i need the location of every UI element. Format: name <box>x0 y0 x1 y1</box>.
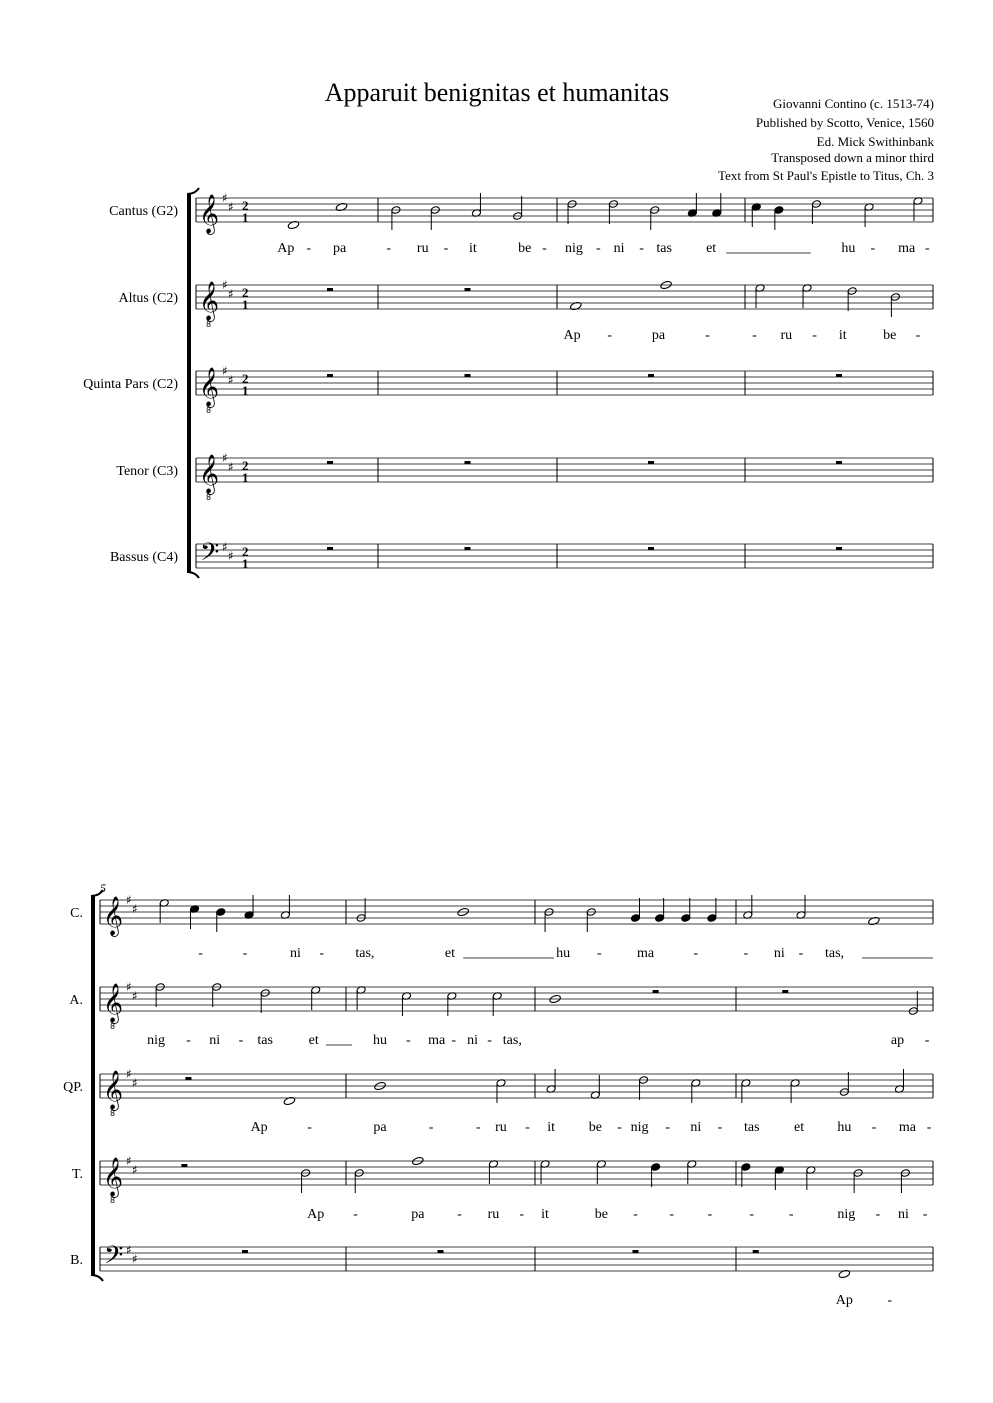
rest-icon <box>465 374 471 377</box>
lyric-syllable: - <box>186 1033 191 1048</box>
lyric-syllable: et <box>444 946 456 961</box>
part-name: B. <box>70 1253 83 1268</box>
lyric-syllable: nig <box>564 241 583 256</box>
octave-eight-icon: 8 <box>110 1196 116 1205</box>
lyric-syllable: - <box>875 1207 881 1222</box>
lyric-syllable: - <box>238 1033 244 1048</box>
lyric-syllable: ni <box>613 241 625 256</box>
rest-icon <box>327 374 333 377</box>
lyric-syllable: it <box>838 328 847 343</box>
lyric-syllable: - <box>607 328 612 343</box>
staff-1-4 <box>116 451 933 502</box>
time-signature-bottom: 1 <box>242 297 249 312</box>
lyric-syllable: tas, <box>824 946 845 961</box>
lyric-syllable: ni <box>690 1120 702 1135</box>
time-signature-bottom: 1 <box>242 470 249 485</box>
sharp-icon: ♯ <box>222 278 228 292</box>
rest-icon <box>185 1077 191 1080</box>
staff-2-5 <box>70 1241 933 1308</box>
time-signature-bottom: 1 <box>242 210 249 225</box>
sharp-icon: ♯ <box>228 200 234 214</box>
sharp-icon: ♯ <box>228 460 234 474</box>
time-signature-top: 2 <box>242 458 249 473</box>
lyric-syllable: - <box>870 241 876 256</box>
lyric-syllable: hu <box>841 241 856 256</box>
lyric-syllable: - <box>924 1033 930 1048</box>
lyric-syllable: be <box>588 1120 602 1135</box>
rest-icon <box>181 1164 187 1167</box>
lyric-syllable: et <box>308 1033 319 1048</box>
staff-2-4 <box>72 1154 933 1222</box>
time-signature-bottom: 1 <box>242 383 249 398</box>
part-name: A. <box>69 993 83 1008</box>
lyric-syllable: it <box>541 1207 549 1222</box>
rest-icon <box>327 288 333 291</box>
lyric-syllable: - <box>633 1207 638 1222</box>
lyric-syllable: - <box>639 241 644 256</box>
lyric-syllable: ma <box>428 1033 446 1048</box>
lyric-syllable: - <box>319 946 325 961</box>
lyric-syllable: - <box>353 1207 358 1222</box>
rest-icon <box>836 374 842 377</box>
bracket-hook-bottom <box>187 572 199 578</box>
lyric-syllable: Ap <box>563 328 581 343</box>
lyric-syllable: - <box>386 241 392 256</box>
publication-credit: Published by Scotto, Venice, 1560 <box>755 115 934 130</box>
octave-eight-icon: 8 <box>206 406 212 415</box>
rest-icon <box>327 461 333 464</box>
lyric-syllable: ni <box>467 1033 479 1048</box>
part-name: C. <box>70 906 83 921</box>
rest-icon <box>465 547 471 550</box>
lyric-syllable: - <box>451 1033 457 1048</box>
bracket-hook-bottom <box>91 1275 103 1281</box>
lyric-syllable: - <box>812 328 817 343</box>
lyric-syllable: - <box>542 241 547 256</box>
part-name: Cantus (G2) <box>109 204 178 219</box>
staff-1-2 <box>119 278 934 343</box>
part-name: Bassus (C4) <box>109 550 178 565</box>
lyric-syllable: be <box>518 241 532 256</box>
lyric-syllable: ru <box>416 241 429 256</box>
lyric-syllable: - <box>871 1120 877 1135</box>
rest-icon <box>648 461 654 464</box>
sharp-icon: ♯ <box>126 1154 132 1168</box>
lyric-syllable: pa <box>373 1120 387 1135</box>
lyric-syllable: - <box>915 328 921 343</box>
rest-icon <box>782 990 788 993</box>
treble-clef-icon: 𝄞 <box>103 1070 124 1110</box>
lyric-syllable: et <box>793 1120 805 1135</box>
lyric-syllable: et <box>706 241 717 256</box>
text-source-credit: Text from St Paul's Epistle to Titus, Ch. 3 <box>718 168 934 183</box>
sharp-icon: ♯ <box>132 902 138 916</box>
lyric-syllable: Ap <box>250 1120 268 1135</box>
sharp-icon: ♯ <box>222 364 228 378</box>
sharp-icon: ♯ <box>228 549 234 563</box>
treble-clef-icon: 𝄞 <box>103 896 124 936</box>
lyric-syllable: - <box>669 1207 675 1222</box>
lyric-syllable: ma <box>898 241 916 256</box>
rest-icon <box>836 547 842 550</box>
octave-eight-icon: 8 <box>110 1022 116 1031</box>
lyric-syllable: - <box>457 1207 462 1222</box>
lyric-syllable: - <box>665 1120 670 1135</box>
lyric-syllable: - <box>922 1207 928 1222</box>
lyric-syllable: - <box>749 1207 755 1222</box>
bass-clef-icon: 𝄢 <box>104 1241 124 1276</box>
lyric-syllable: be <box>594 1207 608 1222</box>
lyric-syllable: ap <box>890 1033 905 1048</box>
lyric-syllable: - <box>617 1120 622 1135</box>
sharp-icon: ♯ <box>132 1252 138 1266</box>
lyric-syllable: ru <box>495 1120 507 1135</box>
lyric-syllable: nig <box>147 1033 166 1048</box>
rest-icon <box>836 461 842 464</box>
octave-eight-icon: 8 <box>206 320 212 329</box>
lyric-syllable: ni <box>898 1207 909 1222</box>
sharp-icon: ♯ <box>132 1076 138 1090</box>
sharp-icon: ♯ <box>126 1067 132 1081</box>
rest-icon <box>648 547 654 550</box>
rest-icon <box>653 990 659 993</box>
staff-2-1 <box>70 893 933 961</box>
staff-1-5 <box>110 538 933 573</box>
staff-1-3 <box>83 364 933 415</box>
rest-icon <box>465 288 471 291</box>
rest-icon <box>648 374 654 377</box>
time-signature-bottom: 1 <box>242 556 249 571</box>
lyric-syllable: - <box>487 1033 492 1048</box>
time-signature-top: 2 <box>242 544 249 559</box>
systems-layer <box>63 188 933 1308</box>
lyric-syllable: tas, <box>355 946 375 961</box>
lyric-syllable: - <box>306 241 312 256</box>
lyric-syllable: pa <box>411 1207 425 1222</box>
treble-clef-icon: 𝄞 <box>103 983 124 1023</box>
piece-title: Apparuit benignitas et humanitas <box>324 78 670 107</box>
sharp-icon: ♯ <box>222 540 228 554</box>
bracket-hook-top <box>187 188 199 194</box>
part-name: Altus (C2) <box>118 291 178 306</box>
lyric-syllable: - <box>752 328 757 343</box>
lyric-syllable: - <box>887 1293 892 1308</box>
treble-clef-icon: 𝄞 <box>199 281 220 321</box>
lyric-syllable: - <box>406 1033 411 1048</box>
lyric-syllable: it <box>547 1120 555 1135</box>
lyric-syllable: hu <box>373 1033 388 1048</box>
lyric-syllable: - <box>926 1120 932 1135</box>
sharp-icon: ♯ <box>222 191 228 205</box>
lyric-syllable: Ap <box>307 1207 325 1222</box>
rest-icon <box>242 1250 248 1253</box>
lyric-syllable: ru <box>780 328 793 343</box>
octave-eight-icon: 8 <box>206 493 212 502</box>
transposition-note: Transposed down a minor third <box>771 150 934 165</box>
time-signature-top: 2 <box>242 198 249 213</box>
lyric-syllable: - <box>428 1120 434 1135</box>
lyric-syllable: - <box>443 241 449 256</box>
lyric-syllable: pa <box>332 241 347 256</box>
lyric-syllable: tas, <box>502 1033 522 1048</box>
part-name: QP. <box>63 1080 83 1095</box>
lyric-syllable: ma <box>898 1120 916 1135</box>
lyric-syllable: - <box>519 1207 525 1222</box>
staff-2-3 <box>63 1067 933 1135</box>
rest-icon <box>327 547 333 550</box>
lyric-syllable: - <box>596 241 601 256</box>
lyric-syllable: hu <box>837 1120 852 1135</box>
system-bracket <box>187 194 191 572</box>
staff-2-2 <box>69 980 933 1048</box>
part-name: T. <box>71 1167 83 1182</box>
treble-clef-icon: 𝄞 <box>199 194 220 234</box>
lyric-syllable: nig <box>837 1207 856 1222</box>
sharp-icon: ♯ <box>132 1163 138 1177</box>
part-name: Quinta Pars (C2) <box>83 377 178 392</box>
lyric-syllable: ru <box>487 1207 500 1222</box>
lyric-syllable: - <box>788 1207 794 1222</box>
system-bracket <box>91 896 95 1275</box>
staff-1-1 <box>109 191 933 256</box>
sharp-icon: ♯ <box>132 989 138 1003</box>
sharp-icon: ♯ <box>126 1243 132 1257</box>
system-2 <box>63 881 933 1308</box>
lyric-syllable: - <box>705 328 710 343</box>
rest-icon <box>438 1250 444 1253</box>
lyric-syllable: hu <box>556 946 571 961</box>
lyric-syllable: tas <box>743 1120 760 1135</box>
treble-clef-icon: 𝄞 <box>199 367 220 407</box>
editor-credit: Ed. Mick Swithinbank <box>816 134 934 149</box>
lyric-syllable: - <box>307 1120 312 1135</box>
lyric-syllable: Ap <box>835 1293 853 1308</box>
lyric-syllable: - <box>596 946 602 961</box>
bass-clef-icon: 𝄢 <box>200 538 220 573</box>
time-signature-top: 2 <box>242 285 249 300</box>
octave-eight-icon: 8 <box>110 1109 116 1118</box>
time-signature-top: 2 <box>242 371 249 386</box>
sharp-icon: ♯ <box>228 287 234 301</box>
lyric-syllable: nig <box>630 1120 649 1135</box>
credits-block <box>718 96 934 183</box>
lyric-syllable: - <box>743 946 749 961</box>
lyric-syllable: tas <box>257 1033 273 1048</box>
lyric-syllable: tas <box>656 241 672 256</box>
lyric-syllable: - <box>475 1120 481 1135</box>
lyric-syllable: - <box>242 946 248 961</box>
lyric-syllable: - <box>707 1207 713 1222</box>
rest-icon <box>753 1250 759 1253</box>
lyric-syllable: Ap <box>277 241 295 256</box>
lyric-syllable: be <box>883 328 897 343</box>
lyric-syllable: it <box>468 241 477 256</box>
lyric-syllable: - <box>717 1120 723 1135</box>
sharp-icon: ♯ <box>126 980 132 994</box>
lyric-syllable: pa <box>651 328 666 343</box>
lyric-syllable: ni <box>290 946 301 961</box>
sharp-icon: ♯ <box>126 893 132 907</box>
treble-clef-icon: 𝄞 <box>199 454 220 494</box>
lyric-syllable: ni <box>773 946 785 961</box>
lyric-syllable: - <box>925 241 930 256</box>
lyric-syllable: ma <box>636 946 655 961</box>
lyric-syllable: - <box>198 946 203 961</box>
sharp-icon: ♯ <box>222 451 228 465</box>
lyric-syllable: ni <box>209 1033 221 1048</box>
rest-icon <box>633 1250 639 1253</box>
composer-credit: Giovanni Contino (c. 1513-74) <box>772 96 934 111</box>
treble-clef-icon: 𝄞 <box>103 1157 124 1197</box>
system-1 <box>83 188 933 578</box>
lyric-syllable: - <box>525 1120 530 1135</box>
lyric-syllable: - <box>693 946 699 961</box>
sharp-icon: ♯ <box>228 373 234 387</box>
rest-icon <box>465 461 471 464</box>
measure-number: 5 <box>100 881 106 895</box>
part-name: Tenor (C3) <box>116 464 178 479</box>
lyric-syllable: - <box>798 946 804 961</box>
